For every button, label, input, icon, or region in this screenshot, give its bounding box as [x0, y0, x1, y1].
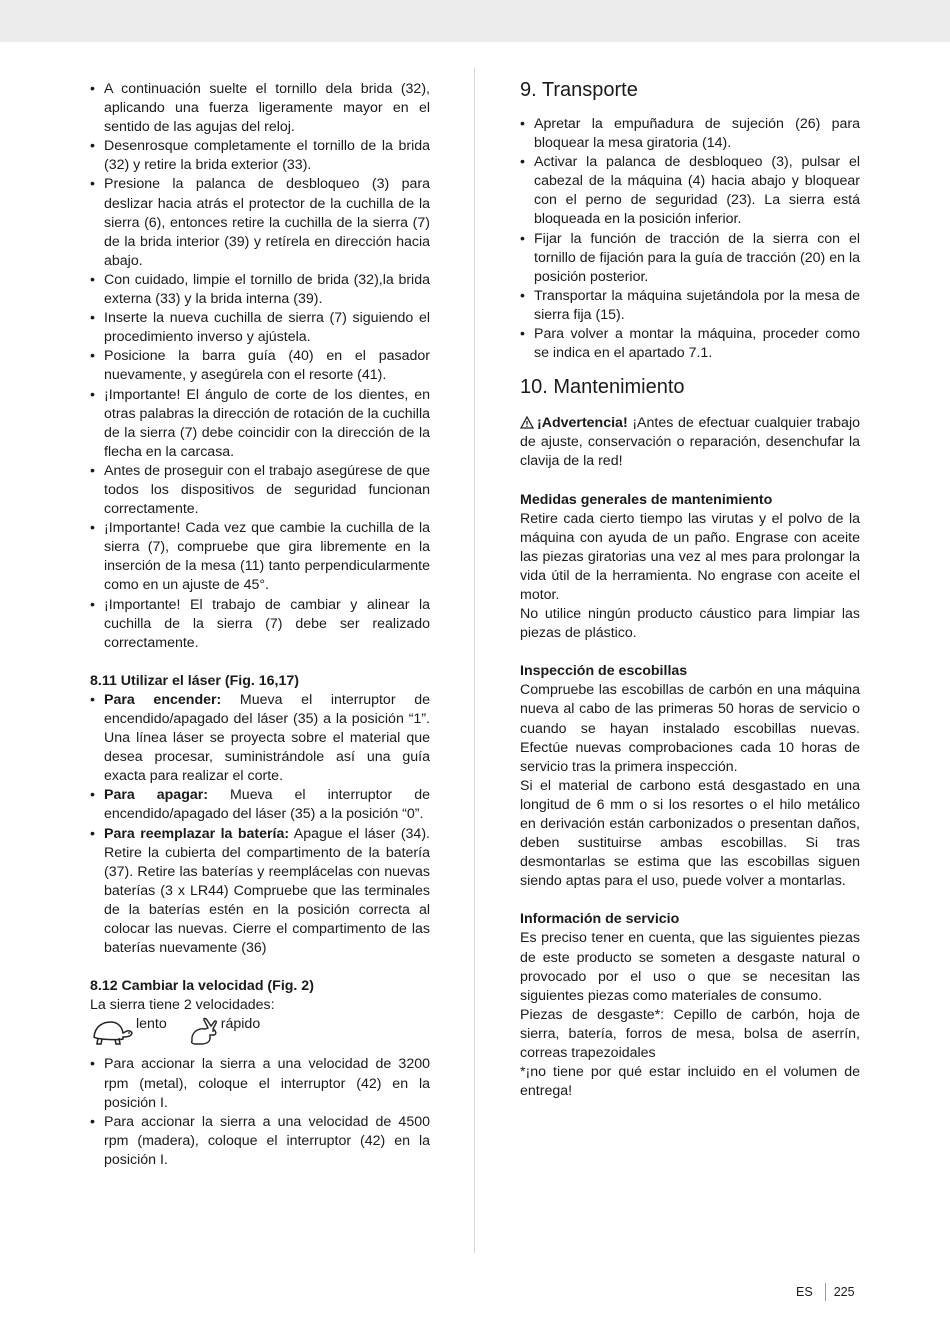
speed-heading: 8.12 Cambiar la velocidad (Fig. 2) — [90, 978, 314, 995]
item-label: Para reemplazar la batería: — [104, 825, 290, 842]
service-paragraph-1: Es preciso tener en cuenta, que las siguientes piezas de este producto se someten a desgaste natural o provocado por el uso o que se necesitan las siguientes piezas como materiales de consumo. — [520, 930, 860, 1004]
list-item — [90, 691, 430, 786]
list-item: • Inserte la nueva cuchilla de sierra (7) siguiendo el procedimiento inverso y ajústela. — [90, 309, 430, 347]
list-item: • Para accionar la sierra a una velocidad de 4500 rpm (madera), coloque el interruptor (42) en la posición I. — [90, 1113, 430, 1170]
list-item: • Desenrosque completamente el tornillo de la brida (32) y retire la brida exterior (33). — [90, 137, 430, 175]
warning-paragraph — [520, 414, 860, 471]
list-item: • A continuación suelte el tornillo dela brida (32), aplicando una fuerza ligeramente mayor en el sentido de las agujas del reloj. — [90, 80, 430, 137]
list-item: • Fijar la función de tracción de la sierra con el tornillo de fijación para la guía de tracción (20) en la posición posterior. — [520, 230, 860, 287]
item-label: Para encender: — [104, 691, 222, 708]
list-item — [90, 825, 430, 959]
speed-slow — [90, 1017, 167, 1047]
item-text: Apague el láser (34). Retire la cubierta del compartimento de la batería (37). Retire las baterías y reemplácelas con nuevas baterías (3 x LR44) Compruebe que las terminales de la baterías estén en la posición correcta al colocar las nuevas. Cierre el compartimento de las baterías nuevamente (36) — [104, 825, 430, 957]
list-item: • Para accionar la sierra a una velocidad de 3200 rpm (metal), coloque el interruptor (42) en la posición I. — [90, 1055, 430, 1112]
speed-intro: La sierra tiene 2 velocidades: — [90, 997, 275, 1014]
turtle-icon — [90, 1017, 134, 1047]
brush-paragraph-1: Compruebe las escobillas de carbón en una máquina nueva al cabo de las primeras 50 horas de servicio o cuando se hayan instalado escobillas nuevas. Efectúe nuevas comprobaciones cada 10 horas de servicio tras la primera inspección. — [520, 682, 860, 775]
list-item: • Presione la palanca de desbloqueo (3) para deslizar hacia atrás el protector de la cuchilla de la sierra (6), entonces retire la cuchilla de la sierra (7) de la brida interior (39) y retírela en dirección hacia abajo. — [90, 175, 430, 270]
service-info-heading: Información de servicio — [520, 911, 680, 928]
list-item: • ¡Importante! Cada vez que cambie la cuchilla de la sierra (7), compruebe que gira libremente en la inserción de la mesa (11) tanto perpendicularmente como en un ajuste de 45°. — [90, 519, 430, 595]
page-footer — [796, 1283, 855, 1301]
list-item: • ¡Importante! El ángulo de corte de los dientes, en otras palabras la dirección de rotación de la cuchilla de la sierra (7) debe coincidir con la dirección de la flecha en la carcasa. — [90, 386, 430, 462]
list-item: • Con cuidado, limpie el tornillo de brida (32),la brida externa (33) y la brida interna (39). — [90, 271, 430, 309]
laser-heading: 8.11 Utilizar el láser (Fig. 16,17) — [90, 672, 299, 689]
list-item: • Apretar la empuñadura de sujeción (26) para bloquear la mesa giratoria (14). — [520, 115, 860, 153]
general-paragraph-1: Retire cada cierto tiempo las virutas y el polvo de la máquina con ayuda de un paño. Engrase con aceite las piezas giratorias una vez al mes para prolongar la vida útil de la herramienta. No engrase con aceite el motor. — [520, 510, 860, 603]
service-paragraph-2: Piezas de desgaste*: Cepillo de carbón, hoja de sierra, batería, forros de mesa, bolsa de aserrín, correas trapezoidales — [520, 1006, 860, 1062]
list-item: • Antes de proseguir con el trabajo asegúrese de que todos los dispositivos de seguridad funcionan correctamente. — [90, 462, 430, 519]
intro-bullet-list — [90, 80, 430, 653]
item-text: Mueva el interruptor de encendido/apagado del láser (35) a la posición “1”. Una línea láser se proyecta sobre el material que desea procesar, suministrándole así una guía exacta para realizar el corte. — [104, 691, 430, 785]
maintenance-heading: 10. Mantenimiento — [520, 376, 685, 399]
list-item: • Para volver a montar la máquina, proceder como se indica en el apartado 7.1. — [520, 325, 860, 363]
right-column — [520, 80, 860, 1101]
speed-fast-label: rápido — [220, 1016, 261, 1033]
warning-text: ¡Antes de efectuar cualquier trabajo de ajuste, conservación o reparación, desenchufar la clavija de la red! — [520, 415, 860, 470]
left-column — [90, 80, 430, 1170]
speed-slow-label: lento — [136, 1016, 167, 1033]
list-item: • Posicione la barra guía (40) en el pasador nuevamente, y asegúrela con el resorte (41). — [90, 347, 430, 385]
laser-list — [90, 691, 430, 958]
speed-list — [90, 1055, 430, 1170]
list-item — [90, 786, 430, 824]
transport-heading: 9. Transporte — [520, 79, 638, 101]
speed-fast — [189, 1017, 260, 1047]
general-maintenance-heading: Medidas generales de mantenimiento — [520, 491, 773, 508]
warning-label: ¡Advertencia! — [537, 415, 628, 432]
top-bar — [0, 0, 950, 42]
list-item: • Activar la palanca de desbloqueo (3), pulsar el cabezal de la máquina (4) hacia abajo y bloquear con el perno de seguridad (23). La sierra está bloqueada en la posición inferior. — [520, 153, 860, 229]
page-number: 225 — [833, 1285, 855, 1299]
service-paragraph-3: *¡no tiene por qué estar incluido en el volumen de entrega! — [520, 1064, 860, 1100]
column-divider — [474, 68, 475, 1253]
speed-legend — [90, 1017, 430, 1053]
item-label: Para apagar: — [104, 787, 208, 804]
transport-list — [520, 115, 860, 363]
general-paragraph-2: No utilice ningún producto cáustico para limpiar las piezas de plástico. — [520, 606, 860, 642]
rabbit-icon — [189, 1017, 219, 1047]
language-code: ES — [796, 1285, 813, 1299]
list-item: • ¡Importante! El trabajo de cambiar y alinear la cuchilla de la sierra (7) debe ser realizado correctamente. — [90, 596, 430, 653]
list-item: • Transportar la máquina sujetándola por la mesa de sierra fija (15). — [520, 287, 860, 325]
brush-inspection-heading: Inspección de escobillas — [520, 663, 688, 680]
footer-separator — [825, 1283, 826, 1301]
warning-icon — [520, 416, 534, 429]
item-text: Mueva el interruptor de encendido/apagado del láser (35) a la posición “0”. — [104, 787, 430, 823]
brush-paragraph-2: Si el material de carbono está desgastado en una longitud de 6 mm o si los resortes o el hilo metálico en derivación están carbonizados o presentan daños, deben sustituirse ambas escobillas. Si tras desmontarlas se estima que las escobillas siguen siendo aptas para el uso, puede volver a montarlas. — [520, 777, 860, 890]
